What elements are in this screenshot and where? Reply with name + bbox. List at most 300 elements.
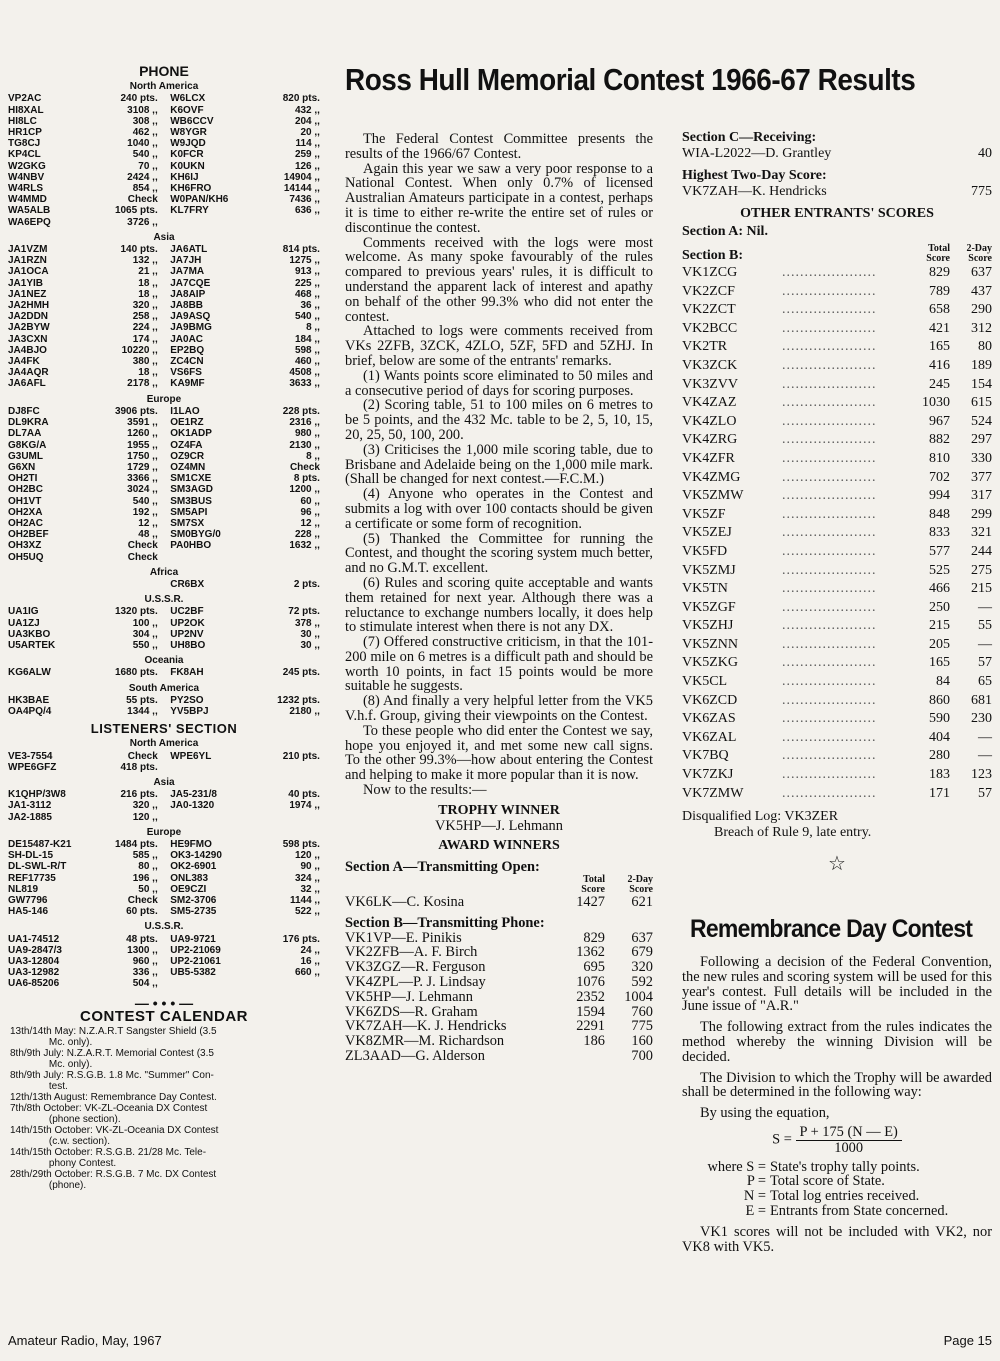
score-entry — [170, 322, 320, 333]
score: 1275 ,, — [289, 255, 320, 267]
call-sign — [170, 978, 224, 989]
award-row — [345, 1034, 653, 1049]
entrant-total-score: 882 — [929, 432, 950, 448]
score-entry — [8, 873, 158, 884]
score-row — [8, 217, 320, 228]
score-entry — [170, 956, 320, 967]
score: 3633 ,, — [289, 378, 320, 390]
call-sign: PY2SO — [170, 694, 204, 706]
entrant-call-sign: VK7BQ — [682, 748, 729, 764]
score: 8 ,, — [306, 450, 320, 462]
score-entry — [8, 161, 158, 172]
score: 980 ,, — [294, 428, 320, 440]
entrant-total-score: 280 — [929, 748, 950, 764]
award-section-a — [345, 895, 653, 910]
score-entry — [8, 451, 158, 462]
footer-page-number: Page 15 — [943, 1333, 992, 1348]
result-row — [682, 146, 992, 162]
call-sign: JA3CXN — [8, 333, 48, 345]
score-row — [8, 244, 320, 255]
entrant-total-score: 848 — [929, 506, 950, 522]
score-entry — [8, 93, 158, 104]
article-paragraph: Attached to logs were comments received from VKs 2ZFB, 3ZCK, 4ZLO, 5ZF, 5FD and 5ZHJ. In brief, below are some of the entrants' remarks. — [345, 323, 653, 369]
score: 1344 ,, — [127, 705, 158, 717]
two-day-title: Highest Two-Day Score: — [682, 168, 827, 183]
entrant-row — [682, 357, 992, 376]
section-a-nil: Section A: Nil. — [682, 224, 768, 239]
entrant-row — [682, 580, 992, 599]
entrant-row — [682, 710, 992, 729]
leader-dots: ..................... — [782, 376, 877, 392]
score: 48 ,, — [138, 529, 158, 541]
score-entry — [8, 484, 158, 495]
score: 204 ,, — [294, 115, 320, 127]
entrant-row — [682, 301, 992, 320]
score: 585 ,, — [132, 850, 158, 862]
call-sign: UA9-9721 — [170, 933, 216, 945]
score-row — [8, 334, 320, 345]
score-entry — [8, 839, 158, 850]
result-name: WIA-L2022—D. Grantley — [682, 146, 832, 161]
calendar-entry: 8th/9th July: N.Z.A.R.T. Memorial Contest (3.5 — [10, 1048, 214, 1060]
score: 18 ,, — [138, 367, 158, 379]
score: 1260 ,, — [127, 428, 158, 440]
score: 598 ,, — [294, 344, 320, 356]
score-entry — [8, 105, 158, 116]
article-column — [345, 132, 653, 1064]
score-entry — [170, 967, 320, 978]
call-sign: UA9-2847/3 — [8, 944, 62, 956]
score: 324 ,, — [294, 872, 320, 884]
entrant-call-sign: VK2ZCT — [682, 302, 736, 318]
score-entry — [170, 618, 320, 629]
legend-symbol: P = — [746, 1173, 766, 1190]
score-entry — [170, 839, 320, 850]
call-sign: SM3AGD — [170, 484, 214, 496]
phone-results-column — [8, 62, 320, 1191]
score-row — [8, 967, 320, 978]
score: 16 ,, — [300, 956, 320, 968]
calendar-entry: 28th/29th October: R.S.G.B. 7 Mc. DX Contest — [10, 1169, 217, 1181]
score: 2180 ,, — [289, 705, 320, 717]
entrant-call-sign: VK5ZF — [682, 506, 726, 522]
score: 540 ,, — [294, 311, 320, 323]
call-sign: JA1-3112 — [8, 800, 52, 812]
score: 60 pts. — [126, 906, 158, 918]
equation-numerator: P + 175 (N — E) — [796, 1125, 902, 1141]
call-sign: OH2BC — [8, 484, 44, 496]
score-entry — [8, 194, 158, 205]
score-row — [8, 300, 320, 311]
entrant-total-score: 577 — [929, 543, 950, 559]
call-sign: DE15487-K21 — [8, 839, 72, 850]
call-sign: DJ8FC — [8, 405, 40, 417]
entrant-two-day-score: 65 — [978, 674, 992, 690]
score-entry — [170, 640, 320, 651]
call-sign: UP2OK — [170, 617, 205, 629]
entrant-total-score: 250 — [929, 599, 950, 615]
call-sign: UA3-12804 — [8, 956, 60, 968]
call-sign: OH3XZ — [8, 540, 42, 552]
call-sign: JA7JH — [170, 255, 202, 267]
call-sign: UA1-74512 — [8, 933, 60, 945]
score-row — [8, 934, 320, 945]
article-body — [345, 132, 653, 798]
score-entry — [8, 217, 158, 228]
entrant-row — [682, 320, 992, 339]
score: 140 pts. — [120, 244, 158, 256]
call-sign: W2GKG — [8, 160, 46, 172]
score-entry — [8, 183, 158, 194]
score: 14144 ,, — [283, 183, 320, 195]
entrant-two-day-score: — — [978, 729, 992, 745]
score-entry — [8, 789, 158, 800]
score: 1232 pts. — [277, 694, 320, 706]
right-column — [682, 130, 992, 876]
remembrance-paragraph: The Division to which the Trophy will be awarded shall be determined in the following way: — [682, 1069, 992, 1101]
entrant-call-sign: VK5ZGF — [682, 599, 736, 615]
score-entry — [170, 440, 320, 451]
entrant-row — [682, 469, 992, 488]
total-score: 186 — [583, 1033, 605, 1050]
score: 30 ,, — [300, 628, 320, 640]
score: 913 ,, — [294, 266, 320, 278]
score: 522 ,, — [294, 906, 320, 918]
call-sign: WA5ALB — [8, 205, 51, 217]
score-entry — [8, 244, 158, 255]
score-entry — [170, 205, 320, 216]
score-entry — [8, 138, 158, 149]
score-entry — [8, 127, 158, 138]
score-row — [8, 667, 320, 678]
equation — [682, 1125, 992, 1156]
entrant-call-sign: VK7ZKJ — [682, 767, 734, 783]
score: 2130 ,, — [289, 439, 320, 451]
entrant-total-score: 658 — [929, 302, 950, 318]
leader-dots: ..................... — [782, 488, 877, 504]
award-column-headers — [345, 875, 653, 895]
entrant-total-score: 967 — [929, 413, 950, 429]
call-sign: HI8LC — [8, 115, 37, 127]
two-day-score: 637 — [631, 929, 653, 946]
call-sign: UB5-5382 — [170, 967, 216, 979]
score-entry — [170, 906, 320, 917]
entrant-two-day-score: 80 — [978, 339, 992, 355]
score-entry — [8, 667, 158, 678]
entrant-total-score: 171 — [929, 785, 950, 801]
score: 90 ,, — [300, 861, 320, 873]
score: 7436 ,, — [289, 194, 320, 206]
score-entry — [170, 116, 320, 127]
score-entry — [8, 356, 158, 367]
call-sign: JA9BMG — [170, 322, 212, 334]
call-sign: UA3-12982 — [8, 967, 60, 979]
score-row — [8, 606, 320, 617]
leader-dots: ..................... — [782, 729, 877, 745]
call-sign: SH-DL-15 — [8, 850, 54, 862]
region-heading: Asia — [153, 776, 175, 788]
score-entry — [8, 278, 158, 289]
entrant-row — [682, 729, 992, 748]
score-entry — [170, 406, 320, 417]
score: 320 ,, — [132, 300, 158, 312]
score: 114 ,, — [295, 138, 320, 150]
result-score: 775 — [971, 184, 992, 199]
call-sign: UC2BF — [170, 606, 204, 618]
call-sign: SM3BUS — [170, 495, 212, 507]
score-row — [8, 356, 320, 367]
score: 2424 ,, — [127, 171, 158, 183]
call-sign: JA0-1320 — [170, 800, 215, 812]
score-row — [8, 956, 320, 967]
entrant-call-sign: VK5ZMJ — [682, 562, 736, 578]
score-entry — [170, 138, 320, 149]
score-row — [8, 255, 320, 266]
call-sign: SM5API — [170, 506, 208, 518]
entrant-two-day-score: 123 — [971, 767, 992, 783]
call-sign: WB6CCV — [170, 115, 214, 127]
score-entry — [170, 172, 320, 183]
total-score: 1594 — [576, 1003, 605, 1020]
entrant-row — [682, 654, 992, 673]
entrant-total-score: 810 — [929, 450, 950, 466]
score: 636 ,, — [294, 205, 320, 217]
score: 1680 pts. — [114, 667, 158, 679]
equation-legend-row — [682, 1160, 992, 1175]
score: 1200 ,, — [289, 484, 320, 496]
call-sign: UP2NV — [170, 628, 204, 640]
leader-dots: ..................... — [782, 748, 877, 764]
call-sign: SM7SX — [170, 517, 205, 529]
call-sign: K0FCR — [170, 149, 204, 161]
score-entry — [170, 417, 320, 428]
call-sign: JA9ASQ — [170, 311, 211, 323]
score-entry — [8, 172, 158, 183]
award-section-b-title: Section B—Transmitting Phone: — [345, 914, 545, 931]
score-entry — [8, 945, 158, 956]
score-entry — [8, 507, 158, 518]
listener-regions — [8, 738, 320, 989]
score-entry — [170, 334, 320, 345]
section-b-title: Section B: — [682, 248, 744, 263]
call-sign: NL819 — [8, 883, 39, 895]
contest-calendar — [8, 1026, 320, 1191]
score — [224, 812, 320, 823]
remembrance-paragraph: The following extract from the rules indicates the method whereby the winning Division will be decided. — [682, 1019, 992, 1065]
score-entry — [8, 462, 158, 473]
entrant-call-sign: VK5ZEJ — [682, 525, 732, 541]
score-entry — [170, 149, 320, 160]
score-entry — [170, 367, 320, 378]
calendar-heading: CONTEST CALENDAR — [80, 1007, 248, 1025]
score-entry — [8, 978, 158, 989]
calendar-entry: 14th/15th October: R.S.G.B. 21/28 Mc. Tele- — [10, 1147, 207, 1159]
score: Check — [127, 194, 158, 206]
score: 3366 ,, — [127, 473, 158, 485]
result-name: VK7ZAH—K. Hendricks — [682, 184, 827, 199]
remembrance-paragraph: Following a decision of the Federal Convention, the new rules and scoring system will be used for this year's contest. Full details will be included in the June issue of "A.R." — [682, 954, 992, 1015]
total-score: 1076 — [576, 974, 605, 991]
award-section-a-title: Section A—Transmitting Open: — [345, 859, 540, 876]
call-sign: K6OVF — [170, 104, 204, 116]
score: 960 ,, — [132, 956, 158, 968]
score-entry — [170, 194, 320, 205]
score-row — [8, 751, 320, 762]
leader-dots: ..................... — [782, 543, 877, 559]
score: 100 ,, — [132, 617, 158, 629]
call-sign: JA4AQR — [8, 367, 49, 379]
score: 460 ,, — [294, 356, 320, 368]
call-sign: OH5UQ — [8, 551, 44, 563]
call-sign: K0UKN — [170, 160, 205, 172]
score-entry — [170, 289, 320, 300]
call-sign — [170, 217, 224, 228]
score-row — [8, 579, 320, 590]
entrant-row — [682, 524, 992, 543]
score-entry — [170, 378, 320, 389]
calendar-entry: (phone). — [10, 1180, 87, 1192]
score-entry — [170, 484, 320, 495]
leader-dots: ..................... — [782, 599, 877, 615]
score-entry — [170, 606, 320, 617]
entrant-call-sign: VK2BCC — [682, 320, 738, 336]
score — [224, 762, 320, 773]
score — [224, 217, 320, 228]
score-entry — [170, 667, 320, 678]
score — [224, 978, 320, 989]
score: 18 ,, — [138, 277, 158, 289]
region-heading: South America — [128, 682, 200, 694]
entrant-call-sign: VK4ZAZ — [682, 395, 737, 411]
calendar-entry: Mc. only). — [10, 1059, 93, 1071]
score-row — [8, 861, 320, 872]
score: 854 ,, — [132, 183, 158, 195]
score: 1955 ,, — [127, 439, 158, 451]
award-row — [345, 945, 653, 960]
score-entry — [8, 518, 158, 529]
award-name: VK6LK—C. Kosina — [345, 894, 465, 911]
call-sign: OE9CZI — [170, 883, 207, 895]
score-row — [8, 884, 320, 895]
score — [62, 579, 158, 590]
entrant-row — [682, 617, 992, 636]
score: 4508 ,, — [289, 367, 320, 379]
award-row — [345, 990, 653, 1005]
equation-left: S = — [772, 1131, 792, 1148]
entrant-call-sign: VK2TR — [682, 339, 728, 355]
score: 8 ,, — [306, 322, 320, 334]
call-sign: FK8AH — [170, 667, 204, 679]
score-entry — [8, 378, 158, 389]
leader-dots: ..................... — [782, 357, 877, 373]
score-entry — [170, 462, 320, 473]
score-entry — [8, 861, 158, 872]
entrant-total-score: 84 — [936, 674, 950, 690]
score: 1729 ,, — [127, 461, 158, 473]
page-title: Ross Hull Memorial Contest 1966-67 Results — [345, 62, 916, 97]
score-row — [8, 762, 320, 773]
entrant-total-score: 994 — [929, 488, 950, 504]
score: 12 ,, — [300, 517, 320, 529]
call-sign: JA4BJO — [8, 344, 47, 356]
call-sign: K1QHP/3W8 — [8, 789, 66, 801]
entrant-call-sign: VK3ZCK — [682, 357, 738, 373]
call-sign: G6XN — [8, 461, 36, 473]
other-entrants-table — [682, 264, 992, 803]
call-sign: KL7FRY — [170, 205, 209, 217]
score: 540 ,, — [132, 149, 158, 161]
score-entry — [8, 345, 158, 356]
score-entry — [170, 529, 320, 540]
region-heading: U.S.S.R. — [144, 594, 184, 606]
article-paragraph: Again this year we saw a very poor response to a National Contest. When only 0.7% of licensed Australian Amateurs participate in a contest, perhaps it is time to either re-write the entire set of rules or discontinue the contest. — [345, 160, 653, 236]
score: 60 ,, — [300, 495, 320, 507]
legend-symbol: E = — [745, 1202, 766, 1219]
score: 228 ,, — [294, 529, 320, 541]
legend-meaning: Total score of State. — [770, 1173, 885, 1190]
score-entry — [170, 356, 320, 367]
score: 3726 ,, — [127, 216, 158, 228]
score-row — [8, 800, 320, 811]
article-paragraph: Comments received with the logs were most welcome. As many spoke favourably of the rules compared to previous years' rules, it is difficult to understand the apparent lack of interest and apathy on behalf of the other 99.3% who did not enter the contest. — [345, 234, 653, 325]
score-entry — [170, 278, 320, 289]
score-entry — [170, 311, 320, 322]
call-sign: YV5BPJ — [170, 705, 209, 717]
score-entry — [8, 956, 158, 967]
equation-denominator: 1000 — [834, 1139, 864, 1156]
score: 380 ,, — [132, 356, 158, 368]
entrant-row — [682, 599, 992, 618]
score-row — [8, 496, 320, 507]
call-sign: KA9MF — [170, 378, 205, 390]
two-day-score: 621 — [631, 894, 653, 911]
score: 184 ,, — [294, 333, 320, 345]
total-score-header: Total Score — [581, 874, 605, 896]
result-score: 40 — [978, 146, 992, 161]
score: 192 ,, — [132, 506, 158, 518]
score: 196 ,, — [132, 872, 158, 884]
call-sign: UA1IG — [8, 606, 39, 618]
score-entry — [170, 706, 320, 717]
calendar-entry: 13th/14th May: N.Z.A.R.T Sangster Shield (3.5 — [10, 1026, 217, 1038]
score: 20 ,, — [300, 127, 320, 139]
score: 1632 ,, — [289, 540, 320, 552]
article-paragraph: (3) Criticises the 1,000 mile scoring table, due to Brisbane and Adelaide being on the 1,000 mile mark. (Shall be changed for next contest.—F.C.M.) — [345, 441, 653, 488]
entrant-row — [682, 747, 992, 766]
region-heading: Oceania — [144, 655, 184, 667]
score-entry — [170, 540, 320, 551]
section-c-title: Section C—Receiving: — [682, 130, 817, 145]
score-row — [8, 706, 320, 717]
score-entry — [8, 579, 158, 590]
calendar-entry: 12th/13th August: Remembrance Day Contest. — [10, 1092, 217, 1104]
entrant-call-sign: VK6ZAL — [682, 729, 737, 745]
entrant-two-day-score: 615 — [971, 395, 992, 411]
call-sign: UA3KBO — [8, 628, 51, 640]
call-sign: ONL383 — [170, 872, 209, 884]
legend-meaning: Entrants from State concerned. — [770, 1202, 949, 1219]
score: 30 ,, — [300, 639, 320, 651]
score-entry — [8, 322, 158, 333]
leader-dots: ..................... — [782, 711, 877, 727]
call-sign: JA1NEZ — [8, 288, 47, 300]
call-sign — [8, 579, 62, 590]
score-row — [8, 451, 320, 462]
call-sign: CR6BX — [170, 578, 205, 590]
call-sign: U5ARTEK — [8, 639, 56, 651]
score: 308 ,, — [132, 115, 158, 127]
score-entry — [8, 934, 158, 945]
